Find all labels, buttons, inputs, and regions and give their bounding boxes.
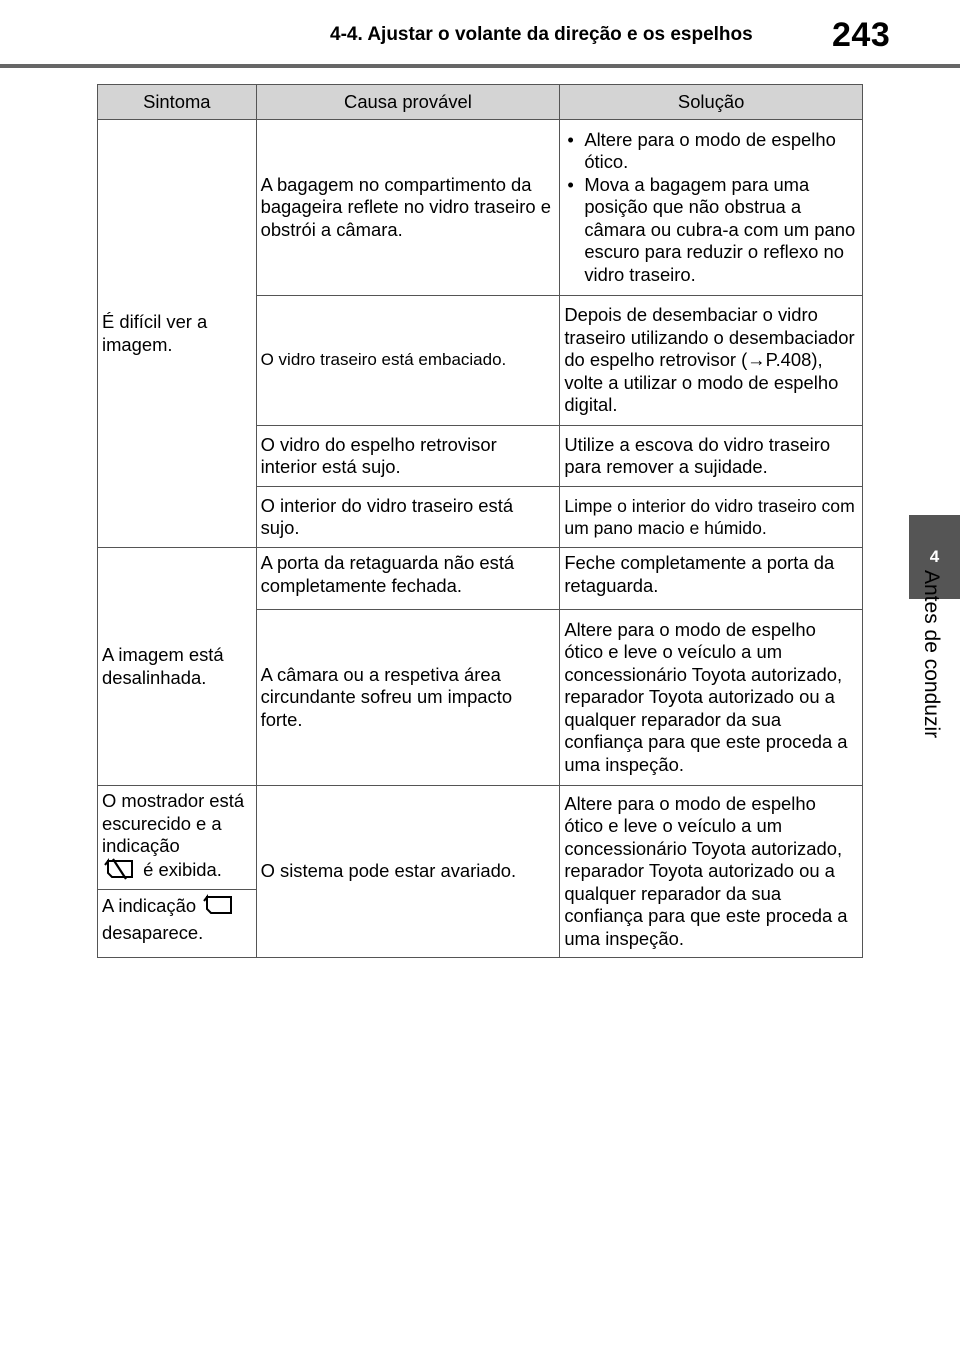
cause-cell: A câmara ou a respetiva área circundante sofreu um impacto forte.	[256, 610, 560, 786]
header-solution: Solução	[560, 85, 863, 120]
symptom-cell: A imagem está desalinhada.	[98, 548, 257, 786]
solution-cell: Altere para o modo de espelho ótico e leve o veículo a um concessionário Toyota autorizado, reparador Toyota autorizado ou a qualquer reparador da sua confiança para que este proceda a uma inspeção.	[560, 786, 863, 958]
cause-cell: O vidro do espelho retrovisor interior está sujo.	[256, 426, 560, 487]
chapter-number: 4	[929, 547, 940, 566]
mirror-icon	[201, 894, 235, 922]
mirror-slash-icon	[102, 858, 138, 886]
symptom-cell	[98, 786, 257, 890]
solution-cell: Limpe o interior do vidro traseiro com um pano macio e húmido.	[560, 487, 863, 548]
cause-cell: A porta da retaguarda não está completamente fechada.	[256, 548, 560, 610]
cause-cell: A bagagem no compartimento da bagageira reflete no vidro traseiro e obstrói a câmara.	[256, 120, 560, 296]
solution-list	[564, 129, 858, 287]
symptom-text: A indicação	[102, 895, 197, 916]
symptom-text: é exibida.	[143, 858, 222, 880]
symptom-cell	[98, 890, 257, 958]
chapter-label: Antes de conduzir	[920, 570, 943, 739]
symptom-cell: É difícil ver a imagem.	[98, 120, 257, 548]
section-title: 4-4. Ajustar o volante da direção e os espelhos	[330, 24, 753, 45]
symptom-text: O mostrador está escurecido e a indicação	[102, 790, 245, 856]
table-row	[98, 548, 863, 610]
table-row	[98, 120, 863, 296]
solution-cell: Feche completamente a porta da retaguarda.	[560, 548, 863, 610]
page-number: 243	[832, 16, 891, 54]
header-symptom: Sintoma	[98, 85, 257, 120]
list-item: • Mova a bagagem para uma posição que não obstrua a câmara ou cubra-a com um pano escuro para reduzir o reflexo no vidro traseiro.	[564, 174, 858, 287]
solution-cell: Utilize a escova do vidro traseiro para remover a sujidade.	[560, 426, 863, 487]
header-cause: Causa provável	[256, 85, 560, 120]
symptom-table	[97, 84, 863, 958]
list-item: • Altere para o modo de espelho ótico.	[564, 129, 858, 174]
cause-cell: O vidro traseiro está embaciado.	[256, 296, 560, 426]
table-row	[98, 786, 863, 890]
header-rule	[0, 64, 960, 68]
symptom-text: desaparece.	[102, 921, 204, 943]
solution-cell: Depois de desembaciar o vidro traseiro utilizando o desembaciador do espelho retrovisor (→P.408), volte a utilizar o modo de espelho digital.	[560, 296, 863, 426]
cause-cell: O sistema pode estar avariado.	[256, 786, 560, 958]
table-header-row	[98, 85, 863, 120]
solution-cell	[560, 120, 863, 296]
cause-cell: O interior do vidro traseiro está sujo.	[256, 487, 560, 548]
solution-cell: Altere para o modo de espelho ótico e leve o veículo a um concessionário Toyota autorizado, reparador Toyota autorizado ou a qualquer reparador da sua confiança para que este proceda a uma inspeção.	[560, 610, 863, 786]
